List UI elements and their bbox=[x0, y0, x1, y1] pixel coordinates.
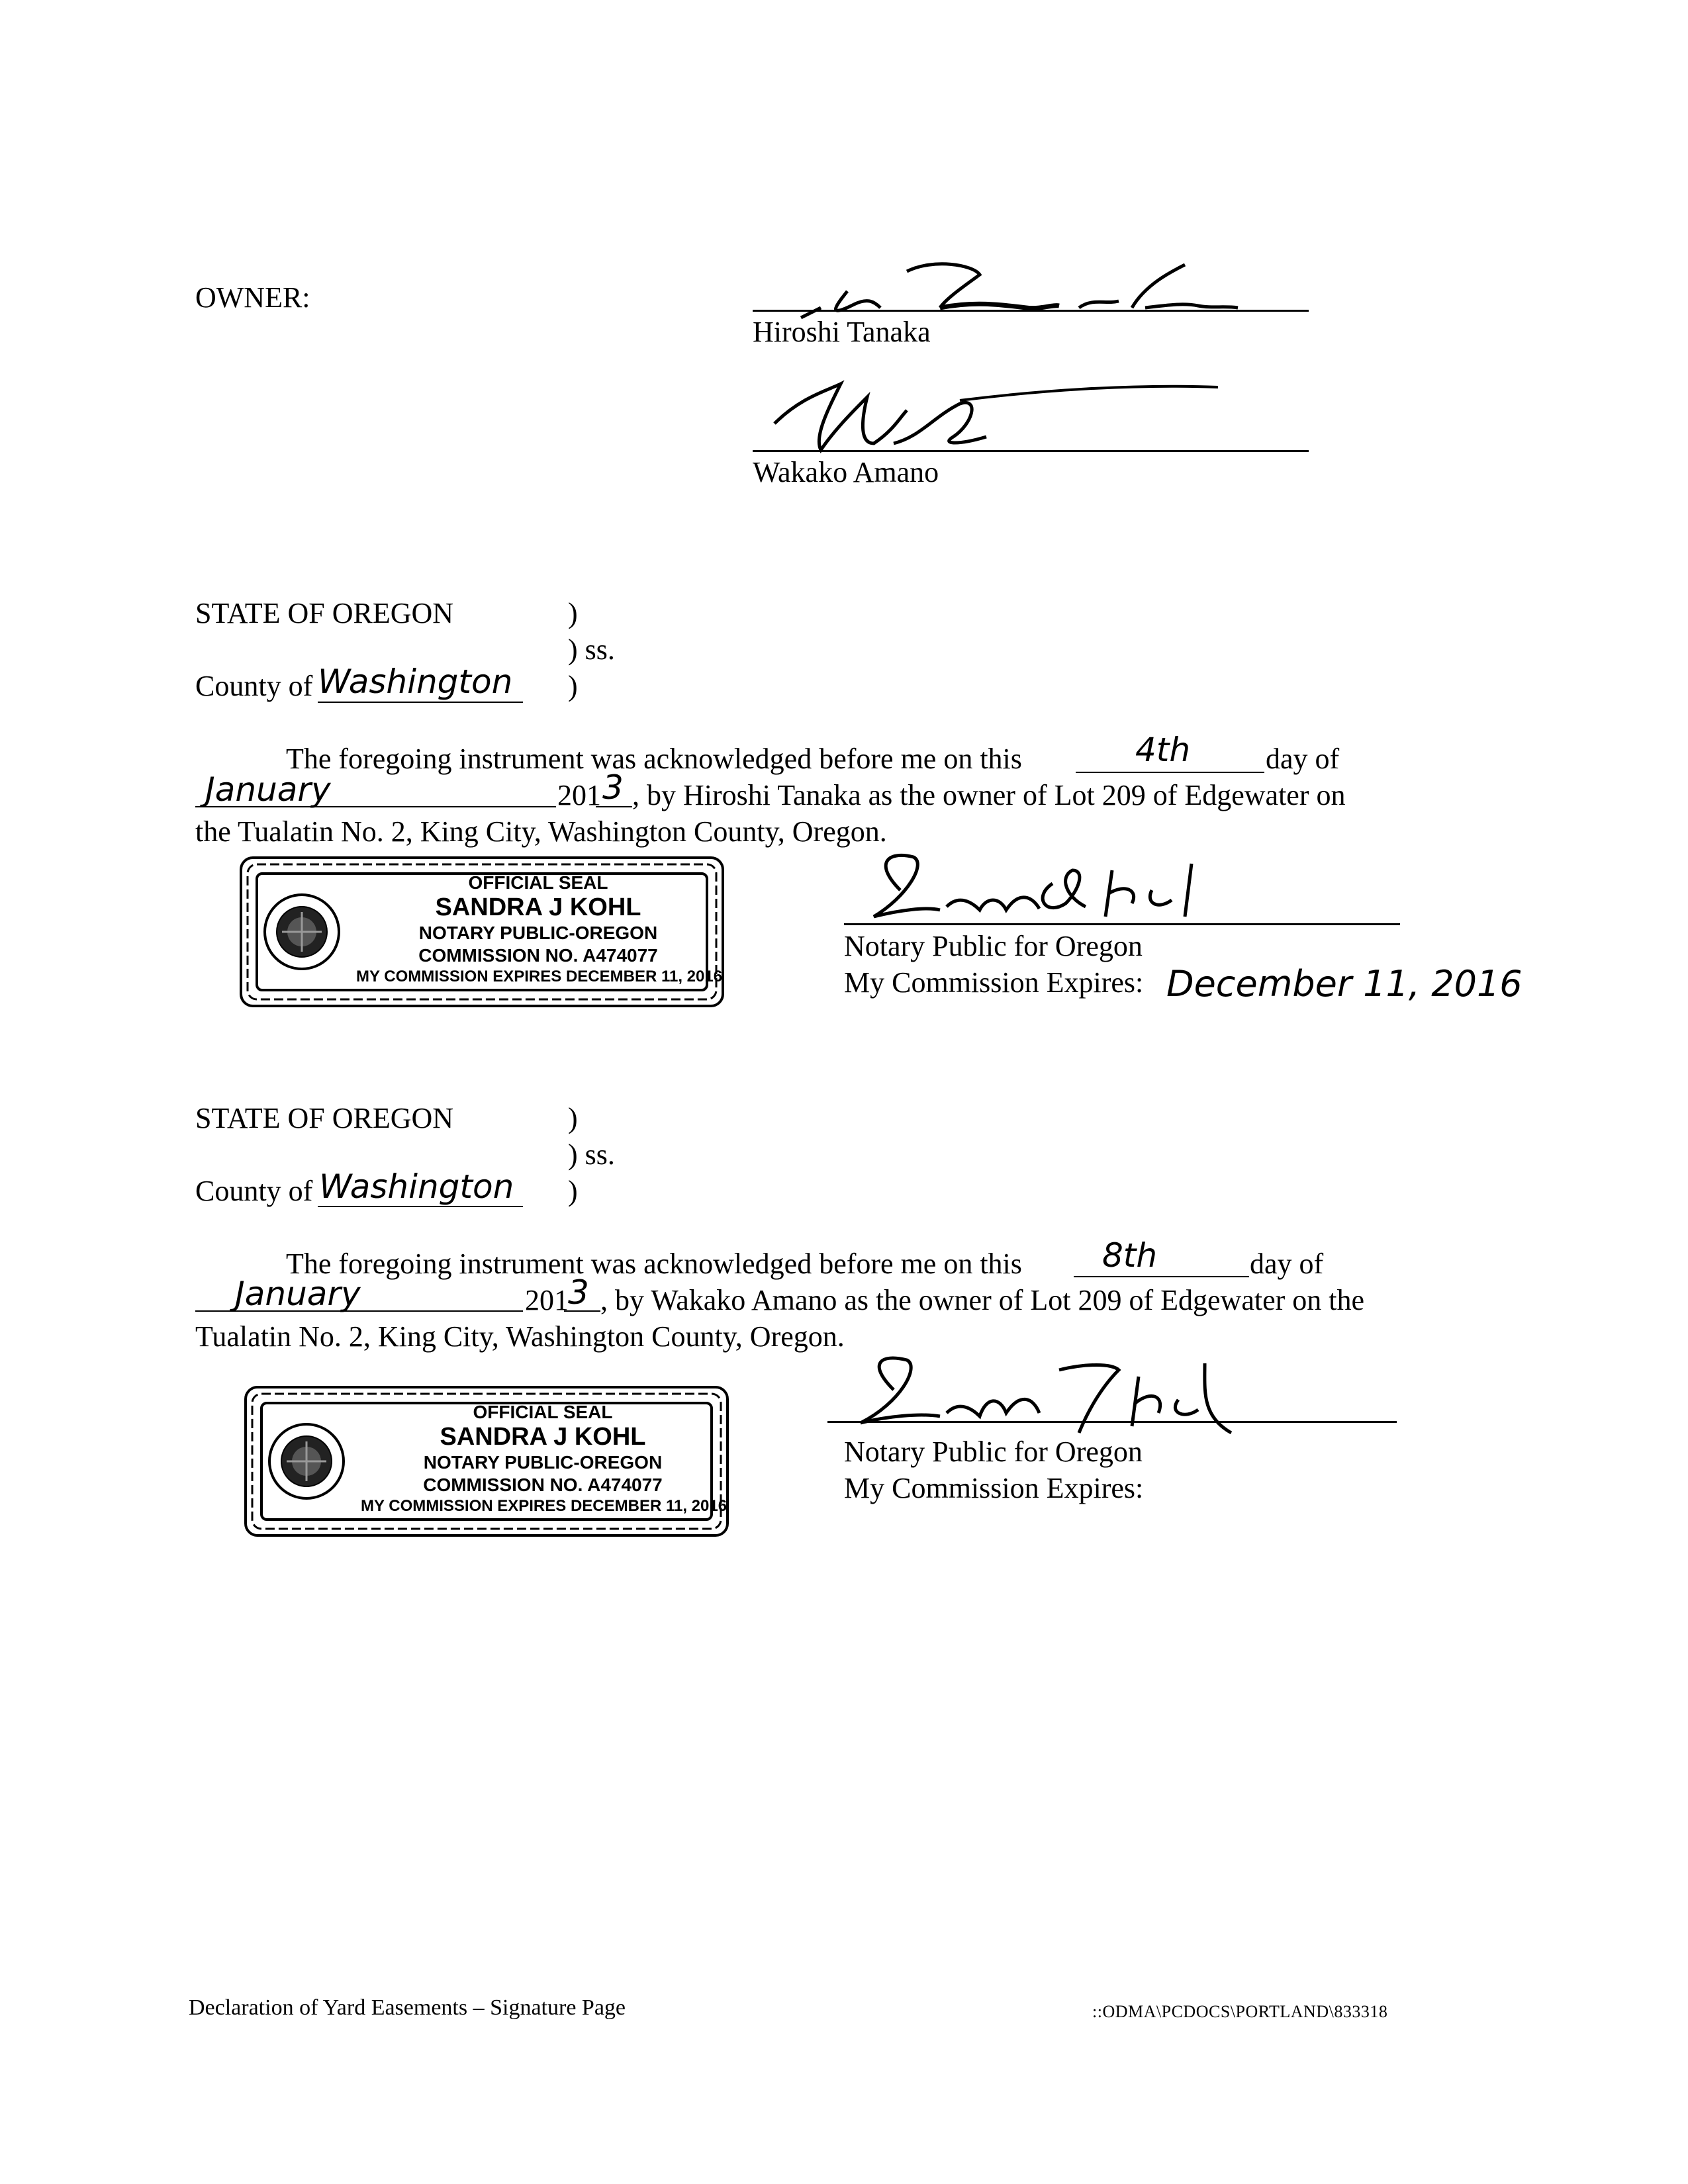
notary2-text-line1: The foregoing instrument was acknowledged before me on this bbox=[286, 1248, 1022, 1280]
notary2-day-of: day of bbox=[1250, 1248, 1324, 1280]
notary2-county-handwritten: Washington bbox=[319, 1167, 514, 1206]
notary1-seal-line2: SANDRA J KOHL bbox=[435, 893, 641, 921]
notary2-seal-line3: NOTARY PUBLIC-OREGON bbox=[423, 1452, 663, 1473]
notary1-text-line2: , by Hiroshi Tanaka as the owner of Lot 209 of Edgewater on bbox=[632, 779, 1346, 811]
oregon-state-seal-icon bbox=[262, 892, 342, 972]
notary1-seal-line1: OFFICIAL SEAL bbox=[468, 872, 608, 893]
notary2-paren-top: ) bbox=[568, 1102, 578, 1134]
notary2-seal-line4: COMMISSION NO. A474077 bbox=[423, 1475, 663, 1495]
notary1-day-of: day of bbox=[1266, 743, 1340, 775]
notary1-day-handwritten: 4th bbox=[1135, 731, 1191, 769]
notary2-signature bbox=[834, 1350, 1258, 1443]
notary1-commission-label: My Commission Expires: bbox=[844, 966, 1144, 999]
notary2-month-blank bbox=[195, 1310, 523, 1312]
signature-wakako-amano bbox=[761, 371, 1264, 457]
notary2-text-line3: Tualatin No. 2, King City, Washington County, Oregon. bbox=[195, 1320, 845, 1353]
notary2-signature-line bbox=[827, 1421, 1397, 1423]
notary1-paren-top: ) bbox=[568, 597, 578, 629]
notary1-notary-title: Notary Public for Oregon bbox=[844, 930, 1143, 962]
notary2-notary-title: Notary Public for Oregon bbox=[844, 1435, 1143, 1468]
notary2-state: STATE OF OREGON bbox=[195, 1102, 454, 1134]
notary2-year-prefix: 201 bbox=[525, 1284, 569, 1316]
notary1-county-label: County of bbox=[195, 670, 313, 702]
notary2-day-handwritten: 8th bbox=[1102, 1236, 1158, 1275]
notary1-commission-handwritten: December 11, 2016 bbox=[1166, 963, 1523, 1005]
oregon-state-seal-icon bbox=[267, 1422, 346, 1501]
notary2-commission-label: My Commission Expires: bbox=[844, 1472, 1144, 1504]
notary2-year-handwritten: 3 bbox=[568, 1273, 589, 1312]
notary1-official-seal bbox=[237, 854, 727, 1010]
notary1-month-blank bbox=[195, 806, 556, 807]
notary1-month-handwritten: January bbox=[205, 770, 331, 809]
notary2-paren-bot: ) bbox=[568, 1175, 578, 1207]
notary1-year-handwritten: 3 bbox=[602, 768, 624, 807]
notary1-text-line1: The foregoing instrument was acknowledged before me on this bbox=[286, 743, 1022, 775]
notary1-signature-line bbox=[844, 923, 1400, 925]
notary1-year-prefix: 201 bbox=[557, 779, 601, 811]
signature-hiroshi-tanaka bbox=[774, 245, 1251, 318]
notary2-text-line2: , by Wakako Amano as the owner of Lot 209 of Edgewater on the bbox=[600, 1284, 1365, 1316]
notary2-seal-line5: MY COMMISSION EXPIRES DECEMBER 11, 2016 bbox=[361, 1497, 727, 1515]
notary1-county-underline bbox=[318, 702, 523, 703]
notary1-paren-bot: ) bbox=[568, 670, 578, 702]
notary1-seal-line4: COMMISSION NO. A474077 bbox=[418, 945, 658, 966]
notary1-paren-ss: ) ss. bbox=[568, 633, 615, 666]
owner-label: OWNER: bbox=[195, 281, 310, 314]
footer-document-title: Declaration of Yard Easements – Signature Page bbox=[189, 1995, 626, 2020]
signer-name-wakako: Wakako Amano bbox=[753, 456, 939, 488]
notary1-county-handwritten: Washington bbox=[318, 662, 513, 701]
signature-line-wakako bbox=[753, 450, 1309, 452]
notary1-seal-line3: NOTARY PUBLIC-OREGON bbox=[418, 923, 658, 943]
notary2-seal-line2: SANDRA J KOHL bbox=[440, 1423, 646, 1451]
notary2-county-label: County of bbox=[195, 1175, 313, 1207]
notary2-month-handwritten: January bbox=[235, 1275, 361, 1313]
notary1-signature bbox=[847, 844, 1271, 930]
notary2-seal-line1: OFFICIAL SEAL bbox=[473, 1402, 613, 1422]
notary1-seal-line5: MY COMMISSION EXPIRES DECEMBER 11, 2016 bbox=[356, 968, 723, 985]
notary1-year-blank bbox=[596, 806, 632, 807]
signer-name-hiroshi: Hiroshi Tanaka bbox=[753, 316, 931, 348]
notary2-official-seal bbox=[242, 1383, 731, 1539]
notary2-year-blank bbox=[564, 1310, 600, 1312]
notary2-county-underline bbox=[318, 1206, 523, 1207]
signature-line-hiroshi bbox=[753, 310, 1309, 312]
notary1-text-line3: the Tualatin No. 2, King City, Washington County, Oregon. bbox=[195, 815, 887, 848]
footer-document-code: ::ODMA\PCDOCS\PORTLAND\833318 bbox=[1092, 2002, 1388, 2021]
notary2-day-blank bbox=[1074, 1276, 1249, 1277]
notary1-day-blank bbox=[1076, 772, 1264, 773]
notary2-paren-ss: ) ss. bbox=[568, 1138, 615, 1171]
notary1-state: STATE OF OREGON bbox=[195, 597, 454, 629]
